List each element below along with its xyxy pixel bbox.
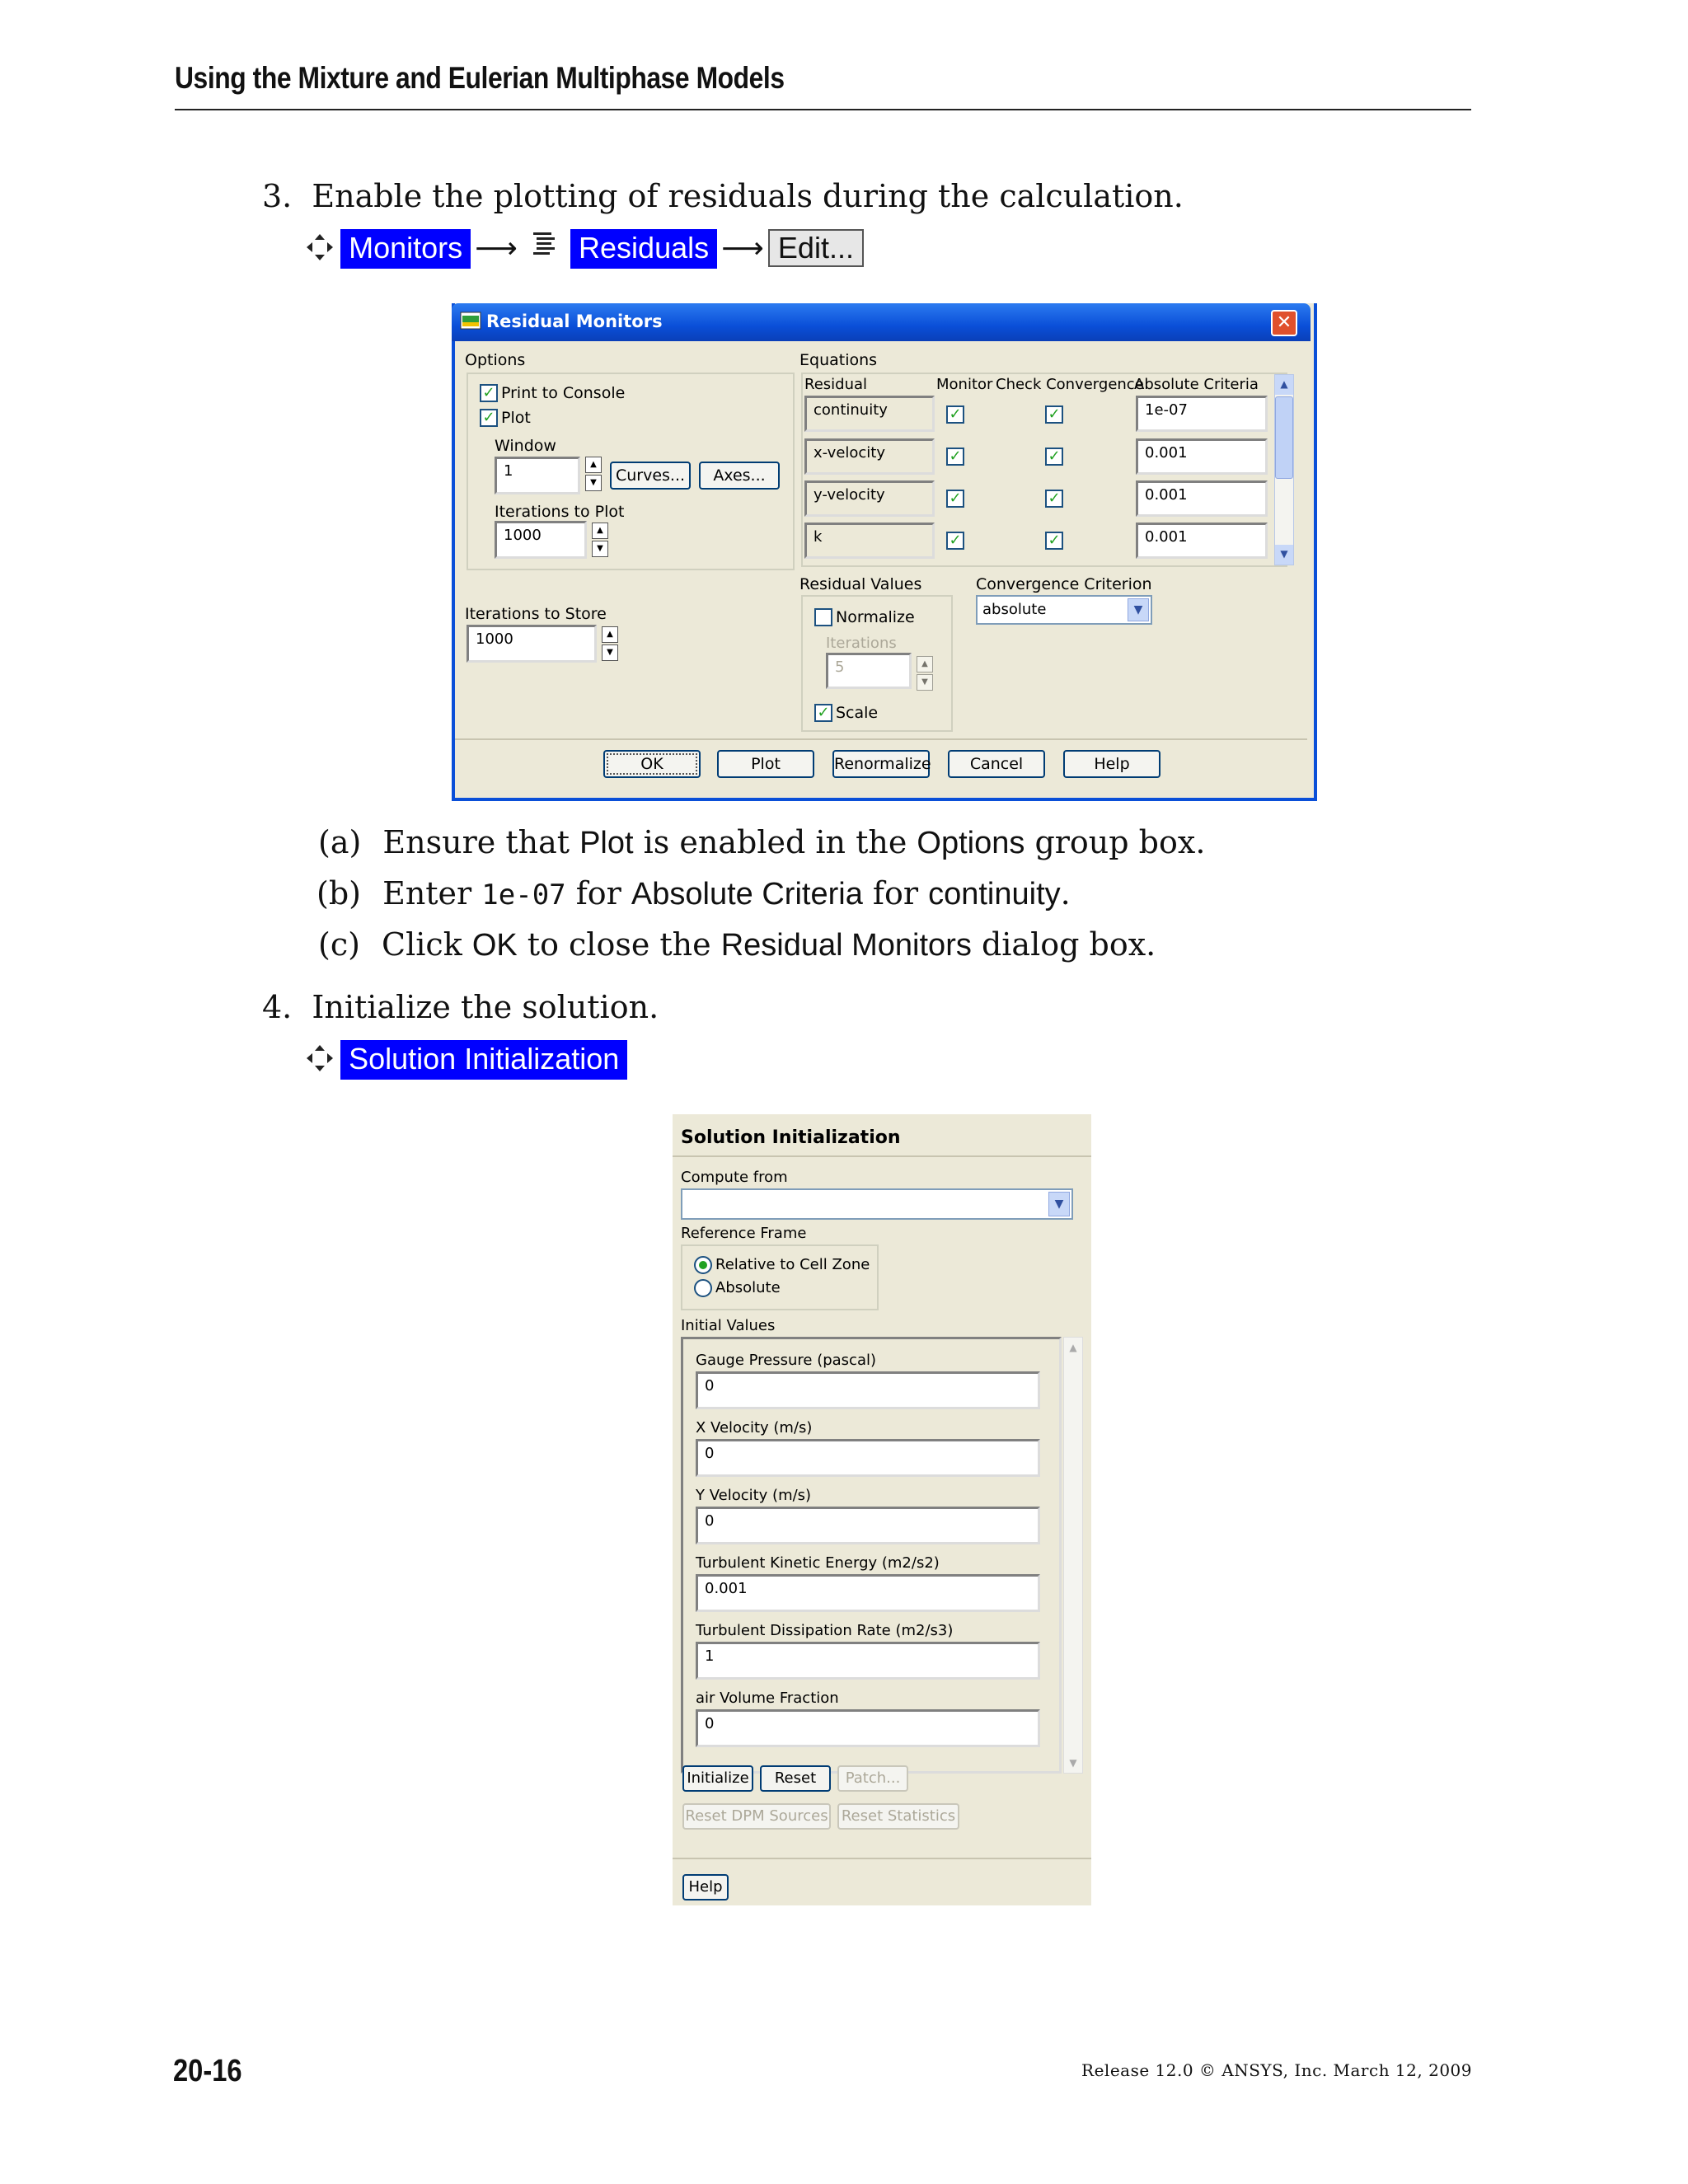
step-text: Enable the plotting of residuals during the calculation. [312, 178, 1184, 214]
nav-path-monitors [303, 229, 864, 269]
monitor-checkbox-y-velocity[interactable]: ✓ [946, 490, 964, 508]
absolute-criteria-y-velocity[interactable]: 0.001 [1136, 480, 1268, 517]
residuals-link[interactable]: Residuals [570, 229, 717, 269]
normalize-label: Normalize [836, 608, 915, 626]
curves-button[interactable]: Curves... [610, 462, 691, 490]
absolute-label: Absolute [715, 1279, 781, 1296]
x-velocity-input[interactable]: 0 [696, 1439, 1040, 1477]
scroll-down-icon[interactable]: ▼ [1275, 545, 1293, 565]
up-arrow-icon: ▲ [917, 656, 933, 673]
field-label-gauge-pressure: Gauge Pressure (pascal) [696, 1352, 876, 1369]
col-monitor: Monitor [936, 376, 993, 393]
print-to-console-label: Print to Console [501, 384, 626, 402]
field-label-air-volume-fraction: air Volume Fraction [696, 1690, 839, 1707]
col-residual: Residual [804, 376, 868, 393]
substep-term: continuity [928, 877, 1061, 912]
initial-values-label: Initial Values [681, 1317, 776, 1334]
step-3 [262, 178, 1184, 214]
arrow-icon: ⟶ [721, 232, 764, 265]
substep-text: Ensure that [382, 824, 580, 860]
up-arrow-icon[interactable]: ▲ [602, 626, 618, 643]
convergence-criterion-select[interactable] [976, 595, 1152, 625]
scale-checkbox[interactable]: ✓ [814, 704, 832, 722]
header-rule [175, 109, 1471, 110]
substep-text: to close the [517, 926, 721, 963]
iterations-to-plot-label: Iterations to Plot [495, 503, 625, 521]
substep-text: is enabled in the [633, 824, 917, 860]
down-arrow-icon[interactable]: ▼ [602, 644, 618, 661]
check-convergence-checkbox-y-velocity[interactable]: ✓ [1045, 490, 1063, 508]
renormalize-button[interactable]: Renormalize [832, 750, 930, 778]
substep-label: (b) [316, 875, 361, 912]
residual-name-continuity: continuity [804, 396, 935, 432]
reference-frame-group [681, 1244, 879, 1310]
chevron-down-icon[interactable]: ▼ [1048, 1192, 1070, 1216]
navigation-pane-icon [303, 231, 336, 264]
scroll-down-icon[interactable]: ▼ [1069, 1757, 1077, 1769]
substep-c [318, 926, 1156, 963]
panel-title: Solution Initialization [681, 1127, 901, 1148]
substep-text: group box. [1025, 824, 1206, 860]
compute-from-select[interactable] [681, 1188, 1073, 1220]
plot-button[interactable]: Plot [717, 750, 814, 778]
cancel-button[interactable]: Cancel [948, 750, 1045, 778]
substep-code: 1e-07 [481, 879, 566, 912]
absolute-criteria-k[interactable]: 0.001 [1136, 523, 1268, 559]
reference-frame-label: Reference Frame [681, 1225, 807, 1242]
step-4 [262, 989, 659, 1025]
options-label: Options [465, 351, 526, 369]
normalize-checkbox[interactable] [814, 608, 832, 626]
step-text: Initialize the solution. [312, 989, 659, 1025]
convergence-criterion-label: Convergence Criterion [976, 575, 1152, 593]
substep-term: Options [917, 826, 1025, 860]
relative-label: Relative to Cell Zone [715, 1256, 870, 1273]
solution-initialization-link[interactable]: Solution Initialization [340, 1040, 627, 1080]
initial-values-scrollbar[interactable] [1063, 1337, 1083, 1774]
close-icon[interactable]: ✕ [1271, 310, 1297, 336]
substep-term: OK [471, 928, 518, 963]
substep-text: dialog box. [971, 926, 1156, 963]
plot-label: Plot [501, 409, 531, 427]
check-convergence-checkbox-x-velocity[interactable]: ✓ [1045, 448, 1063, 466]
scroll-up-icon[interactable]: ▲ [1069, 1342, 1077, 1353]
substep-b [316, 875, 1071, 912]
substep-text: for [565, 875, 631, 912]
scale-label: Scale [836, 704, 879, 722]
residual-values-label: Residual Values [799, 575, 922, 593]
step-number: 3. [262, 178, 293, 214]
substep-text: Enter [382, 875, 482, 912]
normalize-iterations-spinner [917, 656, 933, 692]
reset-statistics-button[interactable]: Reset Statistics [837, 1803, 959, 1830]
substep-label: (c) [318, 926, 360, 963]
dialog-title: Residual Monitors [486, 312, 663, 331]
separator [455, 738, 1307, 740]
iterations-to-plot-input[interactable]: 1000 [495, 521, 587, 559]
relative-radio[interactable] [694, 1256, 712, 1274]
y-velocity-input[interactable]: 0 [696, 1507, 1040, 1544]
release-info: Release 12.0 © ANSYS, Inc. March 12, 2009 [1081, 2060, 1472, 2080]
print-to-console-checkbox[interactable]: ✓ [480, 384, 498, 402]
down-arrow-icon[interactable]: ▼ [585, 475, 602, 491]
substep-term: Absolute Criteria [631, 877, 863, 912]
scroll-thumb[interactable] [1275, 396, 1293, 479]
iterations-to-store-input[interactable]: 1000 [467, 625, 597, 663]
residual-name-k: k [804, 523, 935, 559]
plot-checkbox[interactable]: ✓ [480, 409, 498, 427]
navigation-pane-icon [303, 1042, 336, 1075]
absolute-criteria-continuity[interactable]: 1e-07 [1136, 396, 1268, 432]
help-button[interactable]: Help [682, 1874, 729, 1900]
down-arrow-icon[interactable]: ▼ [592, 541, 608, 557]
equations-scrollbar[interactable] [1274, 374, 1294, 565]
field-label-y-velocity: Y Velocity (m/s) [696, 1487, 812, 1504]
compute-from-label: Compute from [681, 1169, 788, 1186]
monitor-checkbox-continuity[interactable]: ✓ [946, 405, 964, 424]
iterations-to-plot-spinner[interactable] [592, 523, 608, 559]
substep-text: Click [382, 926, 472, 963]
substep-text: for [862, 875, 929, 912]
fluent-app-icon [460, 312, 481, 330]
scroll-up-icon[interactable]: ▲ [1275, 375, 1293, 395]
field-label-turbulent-dissipation-rate: Turbulent Dissipation Rate (m2/s3) [696, 1622, 954, 1639]
gauge-pressure-input[interactable]: 0 [696, 1371, 1040, 1409]
residual-name-y-velocity: y-velocity [804, 480, 935, 517]
monitor-checkbox-x-velocity[interactable]: ✓ [946, 448, 964, 466]
monitors-link[interactable]: Monitors [340, 229, 471, 269]
col-check-convergence: Check Convergence [996, 376, 1144, 393]
help-button[interactable]: Help [1063, 750, 1160, 778]
substep-text: . [1060, 875, 1071, 912]
title-bar [452, 303, 1311, 341]
air-volume-fraction-input[interactable]: 0 [696, 1709, 1040, 1747]
reset-dpm-sources-button[interactable]: Reset DPM Sources [682, 1803, 831, 1830]
iterations-to-store-spinner[interactable] [602, 626, 618, 663]
step-number: 4. [262, 989, 293, 1025]
normalize-iterations-input: 5 [826, 653, 912, 689]
iterations-to-store-label: Iterations to Store [465, 605, 607, 623]
reset-button[interactable]: Reset [760, 1765, 831, 1792]
col-absolute-criteria: Absolute Criteria [1134, 376, 1259, 393]
substep-term: Plot [579, 826, 634, 860]
check-convergence-checkbox-k[interactable]: ✓ [1045, 532, 1063, 550]
substep-term: Residual Monitors [720, 928, 972, 963]
field-label-x-velocity: X Velocity (m/s) [696, 1419, 813, 1436]
turbulent-dissipation-rate-input[interactable]: 1 [696, 1642, 1040, 1680]
monitor-checkbox-k[interactable]: ✓ [946, 532, 964, 550]
absolute-criteria-x-velocity[interactable]: 0.001 [1136, 438, 1268, 475]
title-separator [673, 1155, 1091, 1157]
arrow-icon: ⟶ [475, 232, 518, 265]
bottom-separator [673, 1858, 1091, 1859]
iterations-label: Iterations [826, 635, 897, 652]
edit-button[interactable]: Edit... [768, 229, 864, 267]
down-arrow-icon: ▼ [917, 674, 933, 691]
page-number: 20-16 [173, 2054, 242, 2088]
solution-initialization-panel [673, 1114, 1091, 1905]
ok-button[interactable]: OK [603, 750, 701, 778]
equations-label: Equations [799, 351, 878, 369]
nav-path-solution-initialization [303, 1040, 627, 1080]
absolute-radio[interactable] [694, 1279, 712, 1297]
patch-button[interactable]: Patch... [837, 1765, 908, 1792]
window-input[interactable]: 1 [495, 457, 580, 494]
field-label-turbulent-kinetic-energy: Turbulent Kinetic Energy (m2/s2) [696, 1554, 940, 1572]
check-convergence-checkbox-continuity[interactable]: ✓ [1045, 405, 1063, 424]
substep-label: (a) [318, 824, 362, 860]
page-header-title: Using the Mixture and Eulerian Multiphase Models [175, 61, 785, 95]
up-arrow-icon[interactable]: ▲ [585, 457, 602, 473]
axes-button[interactable]: Axes... [699, 462, 780, 490]
convergence-criterion-value: absolute [982, 601, 1047, 618]
residual-name-x-velocity: x-velocity [804, 438, 935, 475]
window-label: Window [495, 437, 556, 455]
window-spinner[interactable] [585, 457, 602, 493]
radio-dot [699, 1261, 707, 1269]
substep-a [318, 824, 1205, 861]
residual-monitors-dialog [452, 303, 1317, 801]
initialize-button[interactable]: Initialize [682, 1765, 753, 1792]
turbulent-kinetic-energy-input[interactable]: 0.001 [696, 1574, 1040, 1612]
up-arrow-icon[interactable]: ▲ [592, 523, 608, 539]
tree-list-icon [530, 229, 558, 260]
chevron-down-icon[interactable]: ▼ [1128, 598, 1149, 621]
